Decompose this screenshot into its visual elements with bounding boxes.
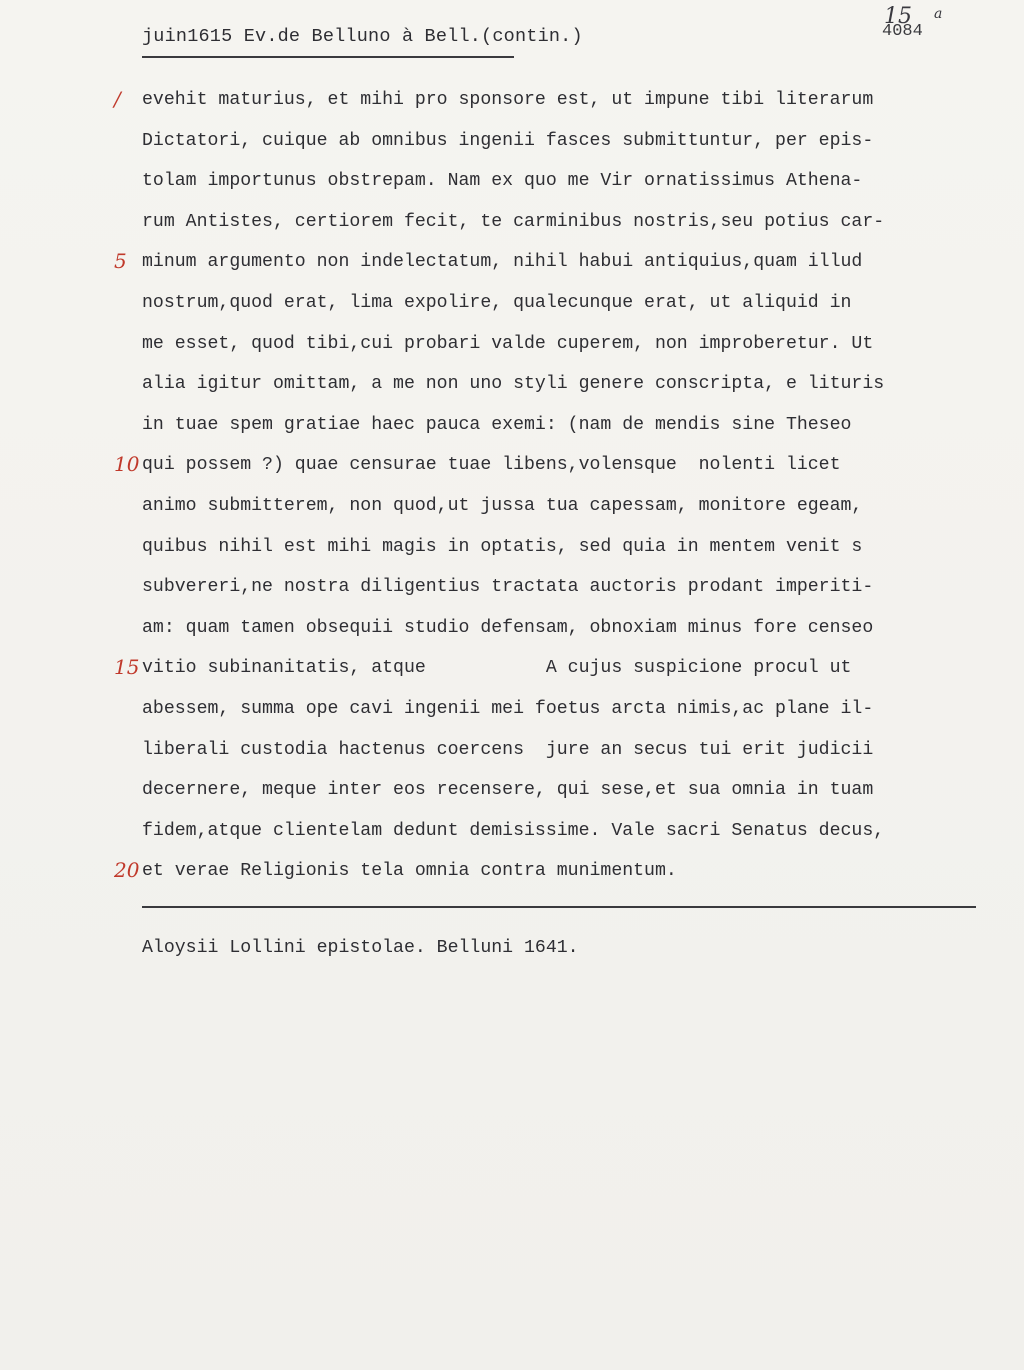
line-text: am: quam tamen obsequii studio defensam, obnoxiam minus fore censeo [142,617,874,638]
text-line [142,695,1002,736]
line-text: liberali custodia hactenus coercens jure an secus tui erit judicii [142,739,874,760]
text-line [114,857,1002,898]
line-number-mark: 20 [114,858,140,883]
text-line [114,248,1002,289]
text-line [142,492,1002,533]
text-line [142,614,1002,655]
line-text: tolam importunus obstrepam. Nam ex quo me Vir ornatissimus Athena- [142,171,863,192]
text-line [142,573,1002,614]
text-line [114,451,1002,492]
text-line [142,411,1002,452]
text-line [142,167,1002,208]
line-number-mark: / [114,87,121,111]
line-text: qui possem ?) quae censurae tuae libens,volensque nolenti licet [142,455,841,476]
source-citation: Aloysii Lollini epistolae. Belluni 1641. [142,938,579,958]
footer-divider [142,906,976,908]
line-text: minum argumento non indelectatum, nihil habui antiquius,quam illud [142,252,863,273]
line-number-mark: 15 [114,655,140,680]
text-line [142,736,1002,777]
line-text: Dictatori, cuique ab omnibus ingenii fasces submittuntur, per epis- [142,130,874,151]
line-number-mark: 10 [114,452,140,477]
line-text: fidem,atque clientelam dedunt demisissime. Vale sacri Senatus decus, [142,820,885,841]
line-text: abessem, summa ope cavi ingenii mei foetus arcta nimis,ac plane il- [142,698,874,719]
text-line [142,776,1002,817]
text-line [142,208,1002,249]
text-line [114,86,1002,127]
text-line [142,817,1002,858]
line-text: quibus nihil est mihi magis in optatis, sed quia in mentem venit s [142,536,863,557]
text-line [142,127,1002,168]
line-text: in tuae spem gratiae haec pauca exemi: (nam de mendis sine Theseo [142,414,852,435]
line-text: nostrum,quod erat, lima expolire, qualecunque erat, ut aliquid in [142,292,852,313]
line-text: vitio subinanitatis, atque A cujus suspicione procul ut [142,658,852,679]
line-text: animo submitterem, non quod,ut jussa tua capessam, monitore egeam, [142,495,863,516]
line-text: decernere, meque inter eos recensere, qui sese,et sua omnia in tuam [142,780,874,801]
line-text: me esset, quod tibi,cui probari valde cuperem, non improberetur. Ut [142,333,874,354]
text-line [142,533,1002,574]
line-text: et verae Religionis tela omnia contra munimentum. [142,861,677,882]
line-text: rum Antistes, certiorem fecit, te carminibus nostris,seu potius car- [142,211,885,232]
header-underline [142,56,514,58]
letter-body [114,86,1002,898]
text-line [142,370,1002,411]
line-text: alia igitur omittam, a me non uno styli genere conscripta, e lituris [142,374,885,395]
line-text: subvereri,ne nostra diligentius tractata auctoris prodant imperiti- [142,577,874,598]
folio-typed-number: 4084 [882,22,923,41]
folio-handwritten-number: 15 [884,4,912,29]
page-header: juin1615 Ev.de Belluno à Bell.(contin.) [142,26,583,47]
folio-handwritten-suffix: a [934,6,943,22]
line-text: evehit maturius, et mihi pro sponsore est, ut impune tibi literarum [142,90,874,110]
line-number-mark: 5 [114,249,127,274]
text-line [142,289,1002,330]
text-line [114,654,1002,695]
text-line [142,330,1002,371]
